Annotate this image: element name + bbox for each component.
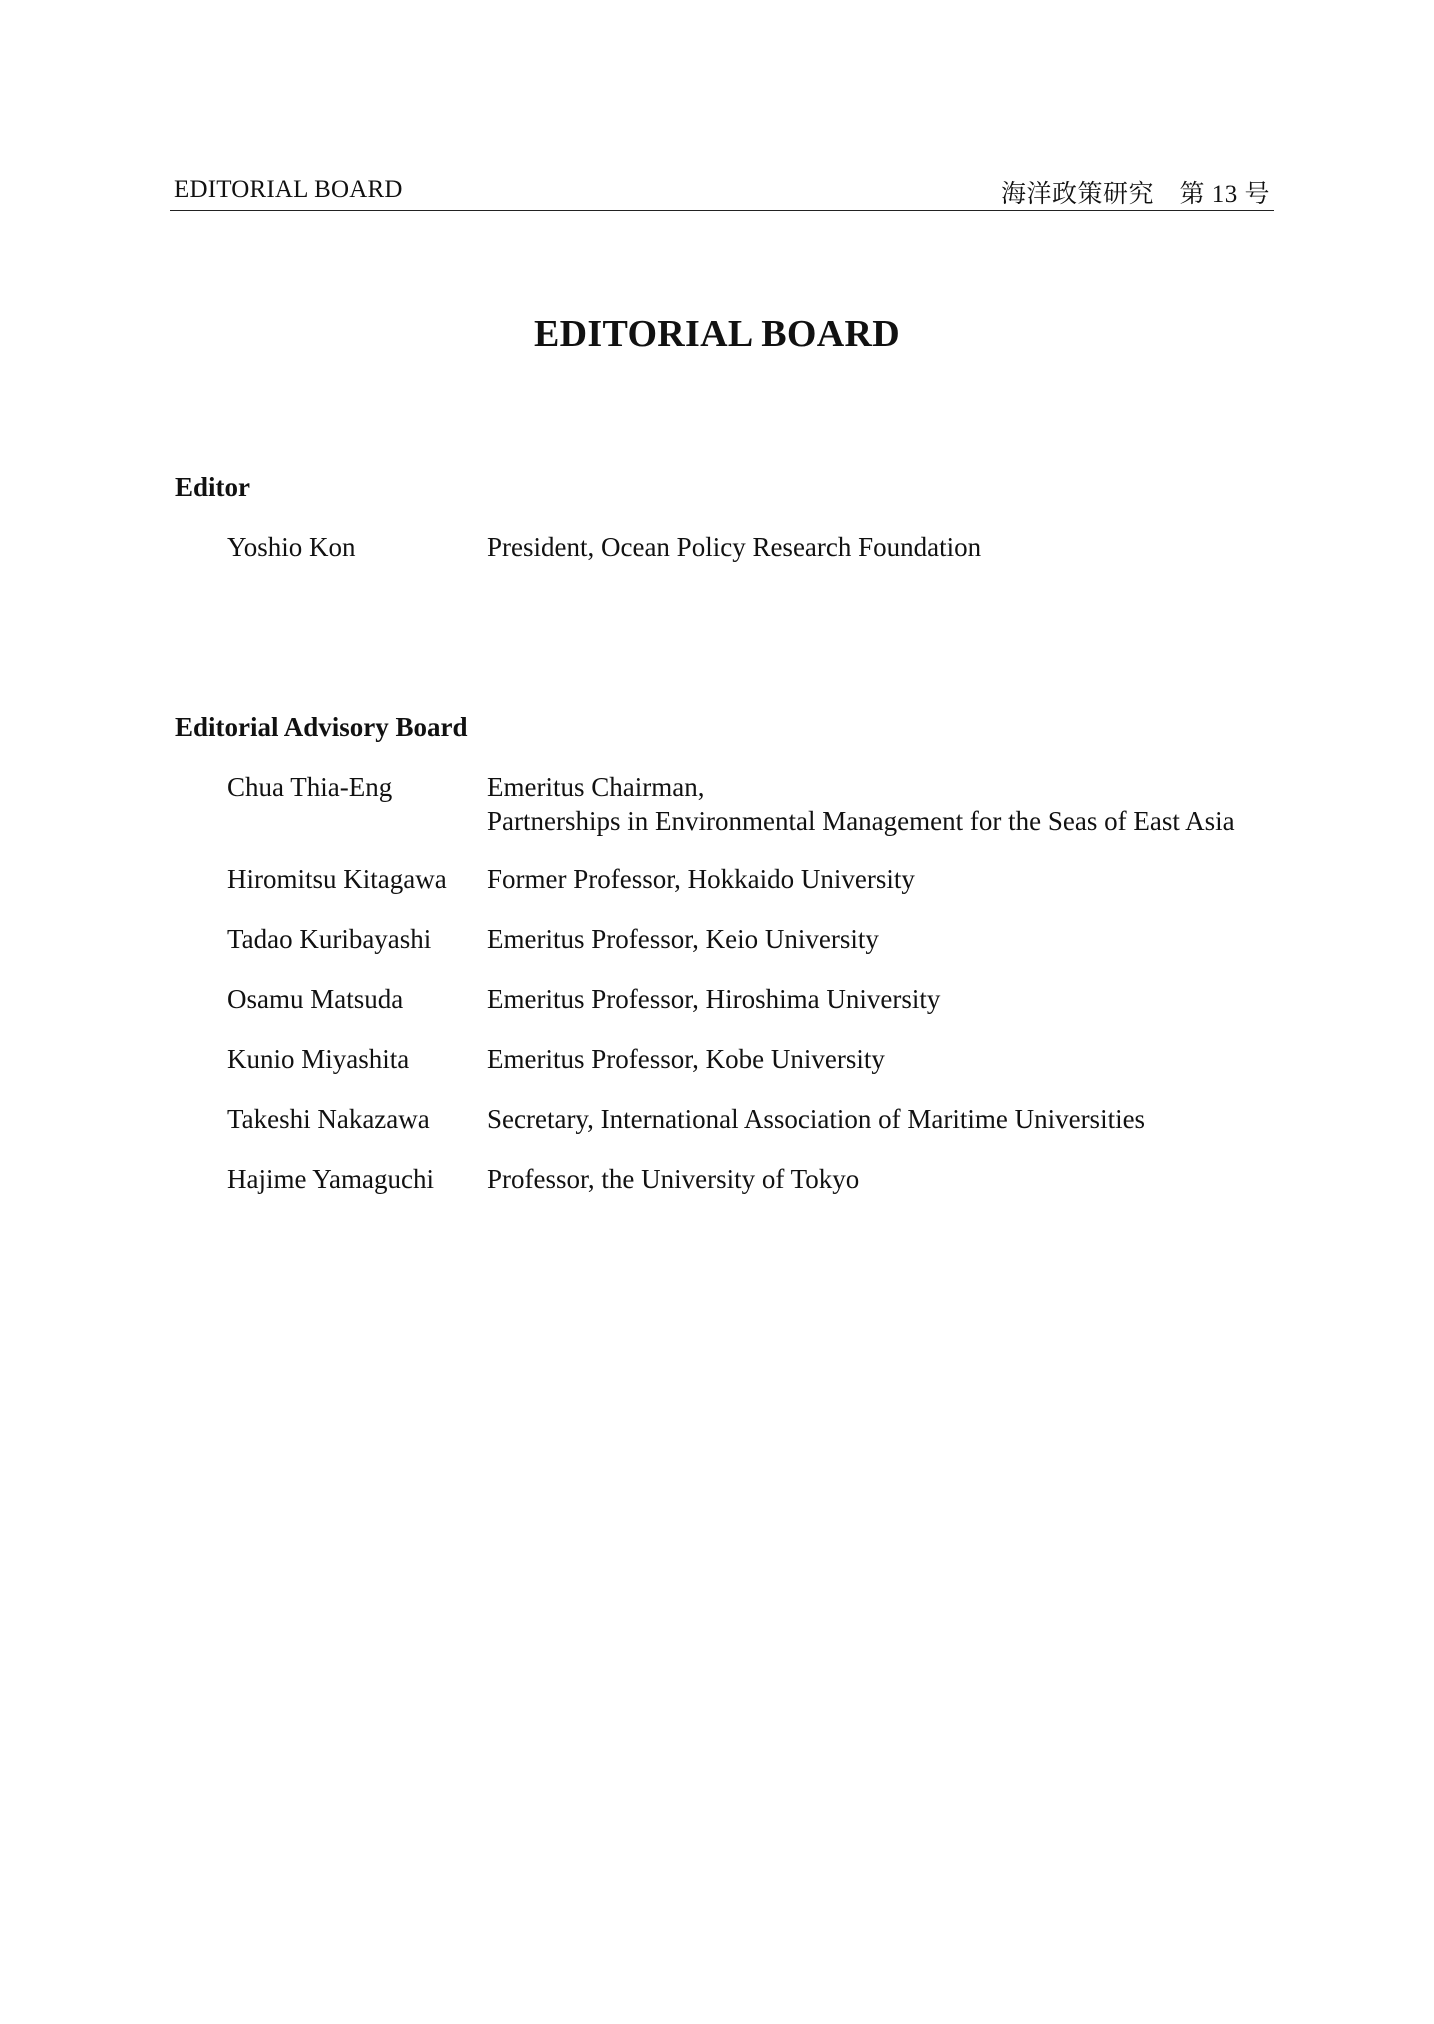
member-name: Takeshi Nakazawa bbox=[227, 1104, 430, 1134]
advisory-board-heading: Editorial Advisory Board bbox=[175, 712, 468, 742]
member-name: Hajime Yamaguchi bbox=[227, 1164, 434, 1194]
member-role: Emeritus Professor, Keio University bbox=[487, 924, 879, 954]
member-name: Kunio Miyashita bbox=[227, 1044, 410, 1074]
member-role: Emeritus Chairman, bbox=[487, 772, 705, 802]
member-name: Tadao Kuribayashi bbox=[227, 924, 432, 954]
member-name: Chua Thia-Eng bbox=[227, 772, 393, 802]
running-header bbox=[170, 174, 1274, 211]
member-role: Secretary, International Association of Maritime Universities bbox=[487, 1104, 1146, 1134]
member-role: Emeritus Professor, Hiroshima University bbox=[487, 984, 941, 1014]
member-role: Emeritus Professor, Kobe University bbox=[487, 1044, 885, 1074]
running-header-title: EDITORIAL BOARD bbox=[174, 176, 403, 203]
page-title: EDITORIAL BOARD bbox=[534, 313, 900, 355]
editor-heading: Editor bbox=[175, 472, 251, 502]
member-role-continued: Partnerships in Environmental Management for the Seas of East Asia bbox=[487, 806, 1235, 836]
member-name: Yoshio Kon bbox=[227, 532, 356, 562]
member-role: Former Professor, Hokkaido University bbox=[487, 864, 915, 894]
member-role: Professor, the University of Tokyo bbox=[487, 1164, 860, 1194]
running-header-journal-issue: 海洋政策研究 第 13 号 bbox=[1000, 181, 1270, 208]
member-name: Osamu Matsuda bbox=[227, 984, 404, 1014]
member-name: Hiromitsu Kitagawa bbox=[227, 864, 447, 894]
member-role: President, Ocean Policy Research Foundation bbox=[487, 532, 982, 562]
